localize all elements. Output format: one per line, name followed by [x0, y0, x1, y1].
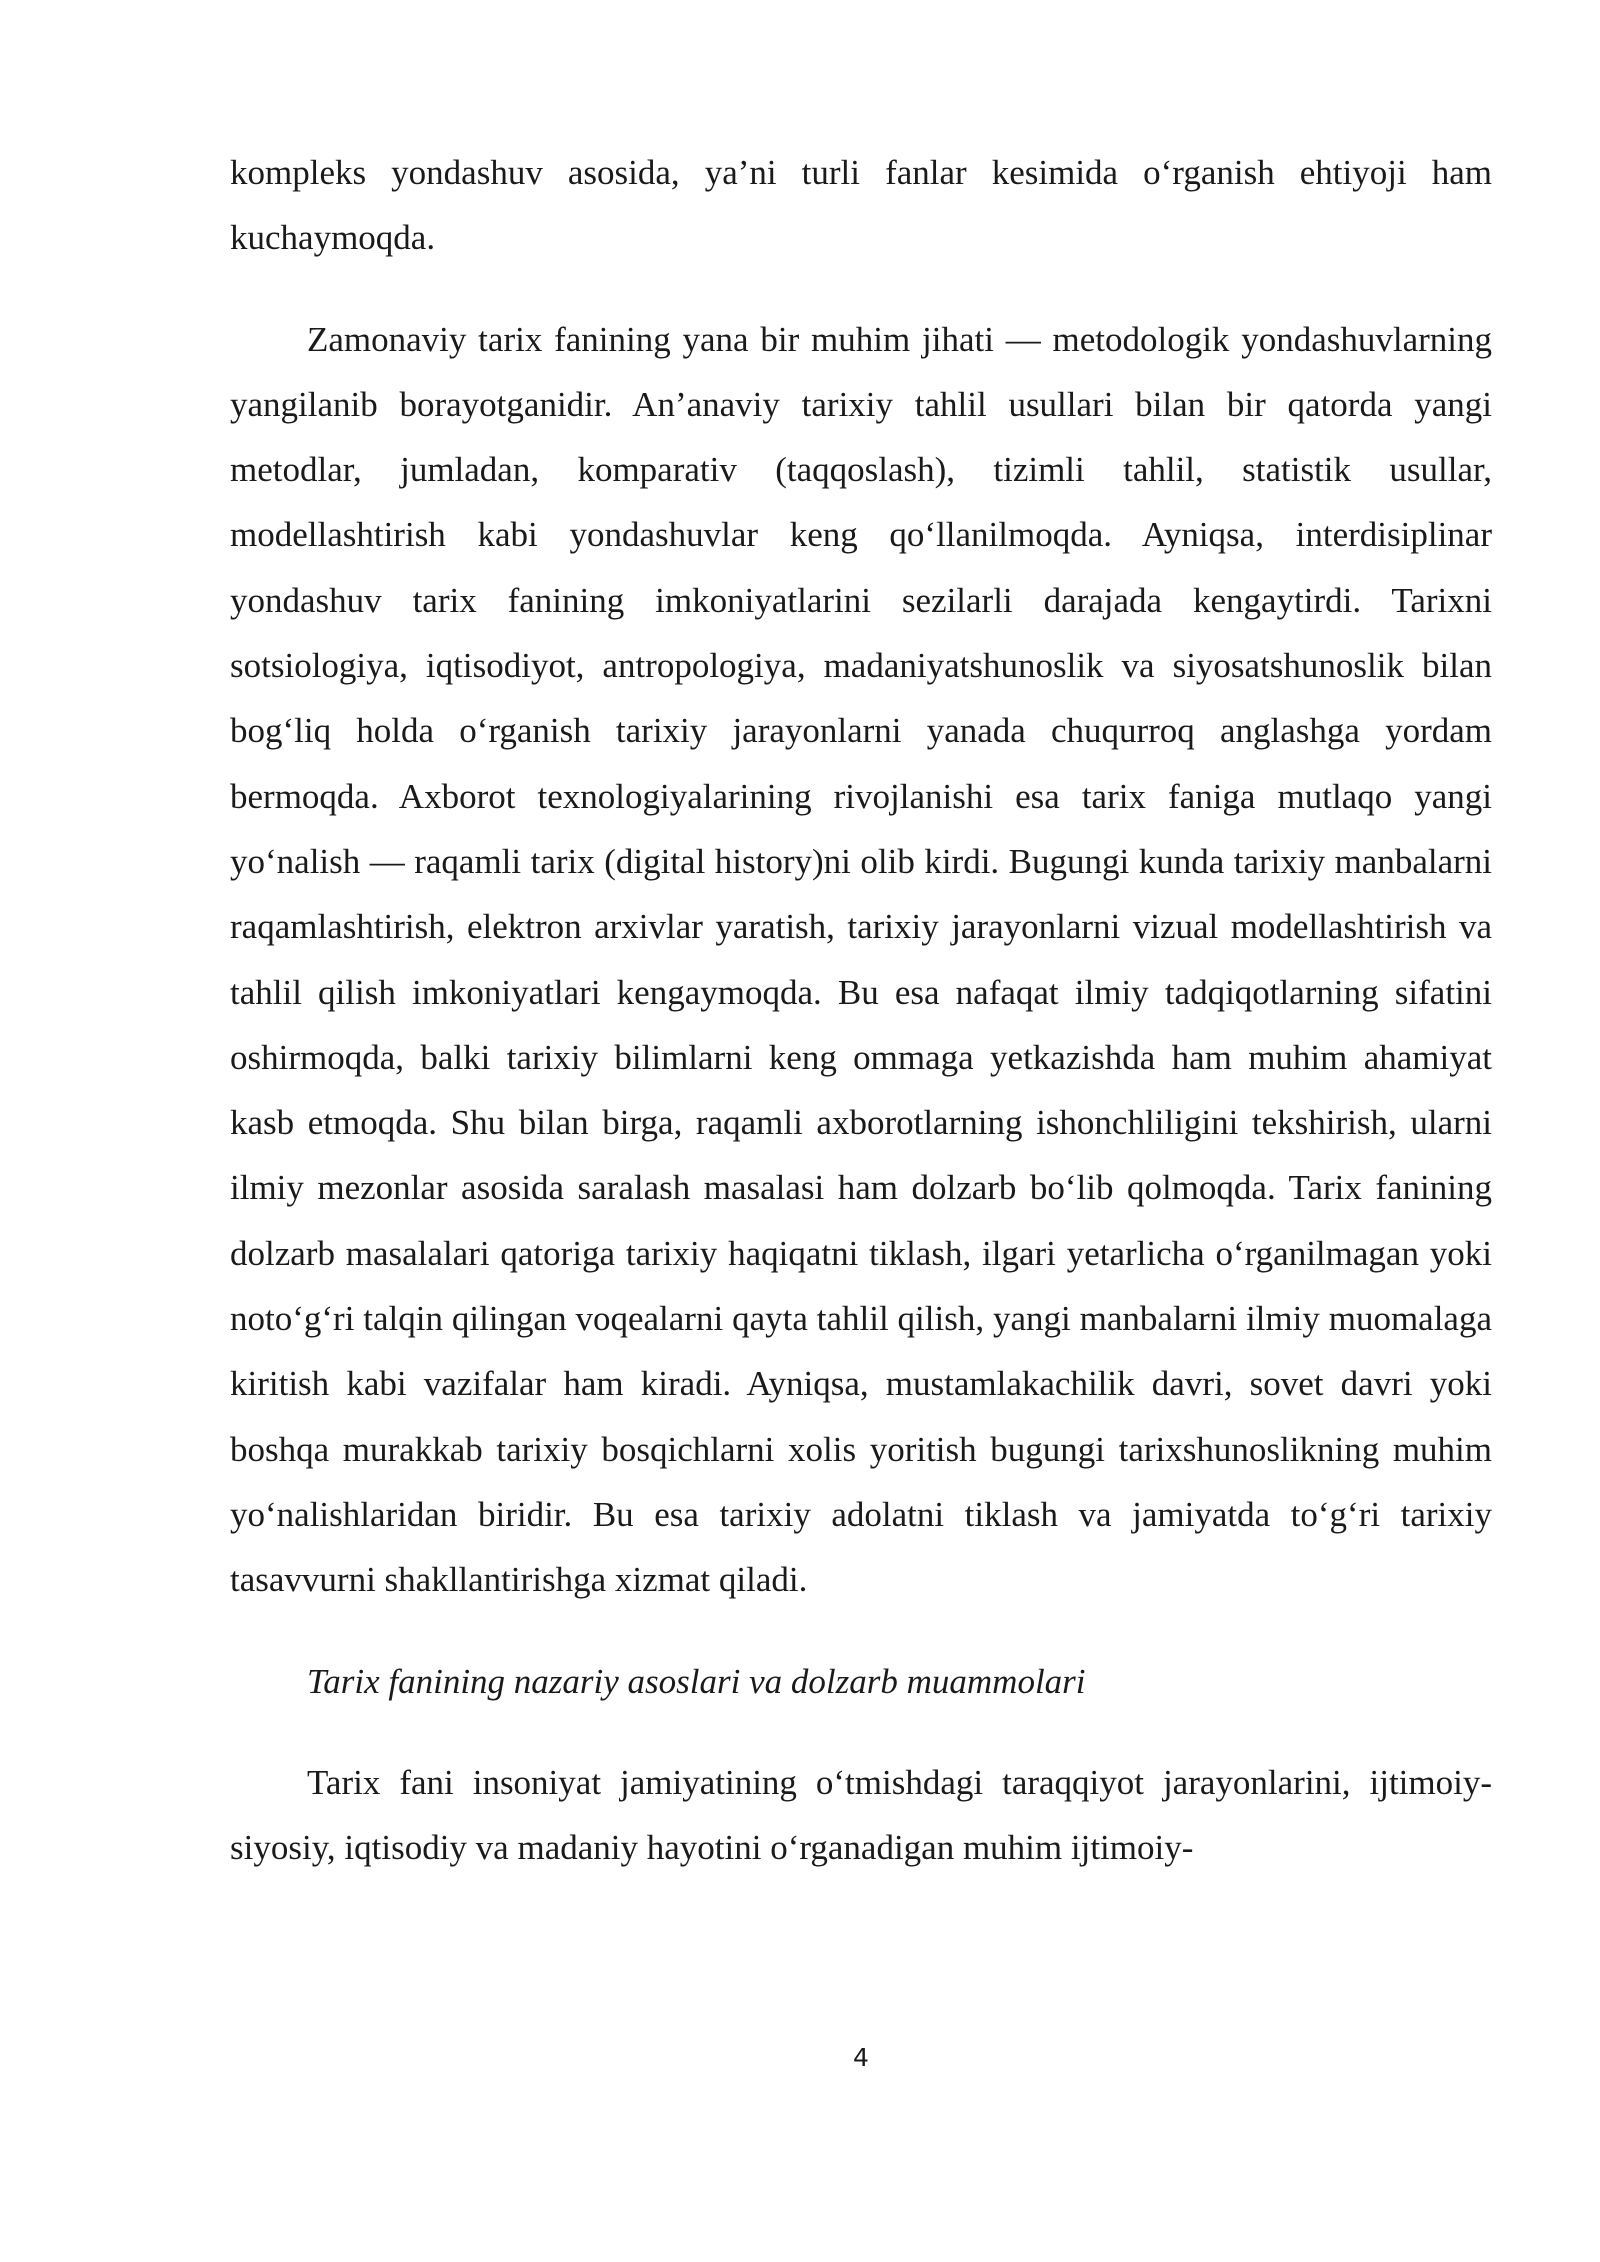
- paragraph-methodology: Zamonaviy tarix fanining yana bir muhim jihati — metodologik yondashuvlarning yangilanib borayotganidir. An’anaviy tarixiy tahlil usullari bilan bir qatorda yangi metodlar, jumladan, komparativ (taqqoslash), tizimli tahlil, statistik usullar, modellashtirish kabi yondashuvlar keng qo‘llanilmoqda. Ayniqsa, interdisiplinar yondashuv tarix fanining imkoniyatlarini sezilarli darajada kengaytirdi. Tarixni sotsiologiya, iqtisodiyot, antropologiya, madaniyatshunoslik va siyosatshunoslik bilan bog‘liq holda o‘rganish tarixiy jarayonlarni yanada chuqurroq anglashga yordam bermoqda. Axborot texnologiyalarining rivojlanishi esa tarix faniga mutlaqo yangi yo‘nalish — raqamli tarix (digital history)ni olib kirdi. Bugungi kunda tarixiy manbalarni raqamlashtirish, elektron arxivlar yaratish, tarixiy jarayonlarni vizual modellashtirish va tahlil qilish imkoniyatlari kengaymoqda. Bu esa nafaqat ilmiy tadqiqotlarning sifatini oshirmoqda, balki tarixiy bilimlarni keng ommaga yetkazishda ham muhim ahamiyat kasb etmoqda. Shu bilan birga, raqamli axborotlarning ishonchliligini tekshirish, ularni ilmiy mezonlar asosida saralash masalasi ham dolzarb bo‘lib qolmoqda. Tarix fanining dolzarb masalalari qatoriga tarixiy haqiqatni tiklash, ilgari yetarlicha o‘rganilmagan yoki noto‘g‘ri talqin qilingan voqealarni qayta tahlil qilish, yangi manbalarni ilmiy muomalaga kiritish kabi vazifalar ham kiradi. Ayniqsa, mustamlakachilik davri, sovet davri yoki boshqa murakkab tarixiy bosqichlarni xolis yoritish bugungi tarixshunoslikning muhim yo‘nalishlaridan biridir. Bu esa tarixiy adolatni tiklash va jamiyatda to‘g‘ri tarixiy tasavvurni shakllantirishga xizmat qiladi.: [230, 319, 1492, 1600]
- page-number: 4: [853, 2043, 869, 2072]
- document-page: [230, 140, 1492, 1880]
- paragraph-continuation: kompleks yondashuv asosida, ya’ni turli fanlar kesimida o‘rganish ehtiyoji ham kuchaymoqda.: [230, 153, 1492, 258]
- section-heading: Tarix fanining nazariy asoslari va dolzarb muammolari: [307, 1661, 1086, 1701]
- paragraph-theory: Tarix fani insoniyat jamiyatining o‘tmishdagi taraqqiyot jarayonlarini, ijtimoiy-siyosiy, iqtisodiy va madaniy hayotini o‘rganadigan muhim ijtimoiy-: [230, 1762, 1492, 1868]
